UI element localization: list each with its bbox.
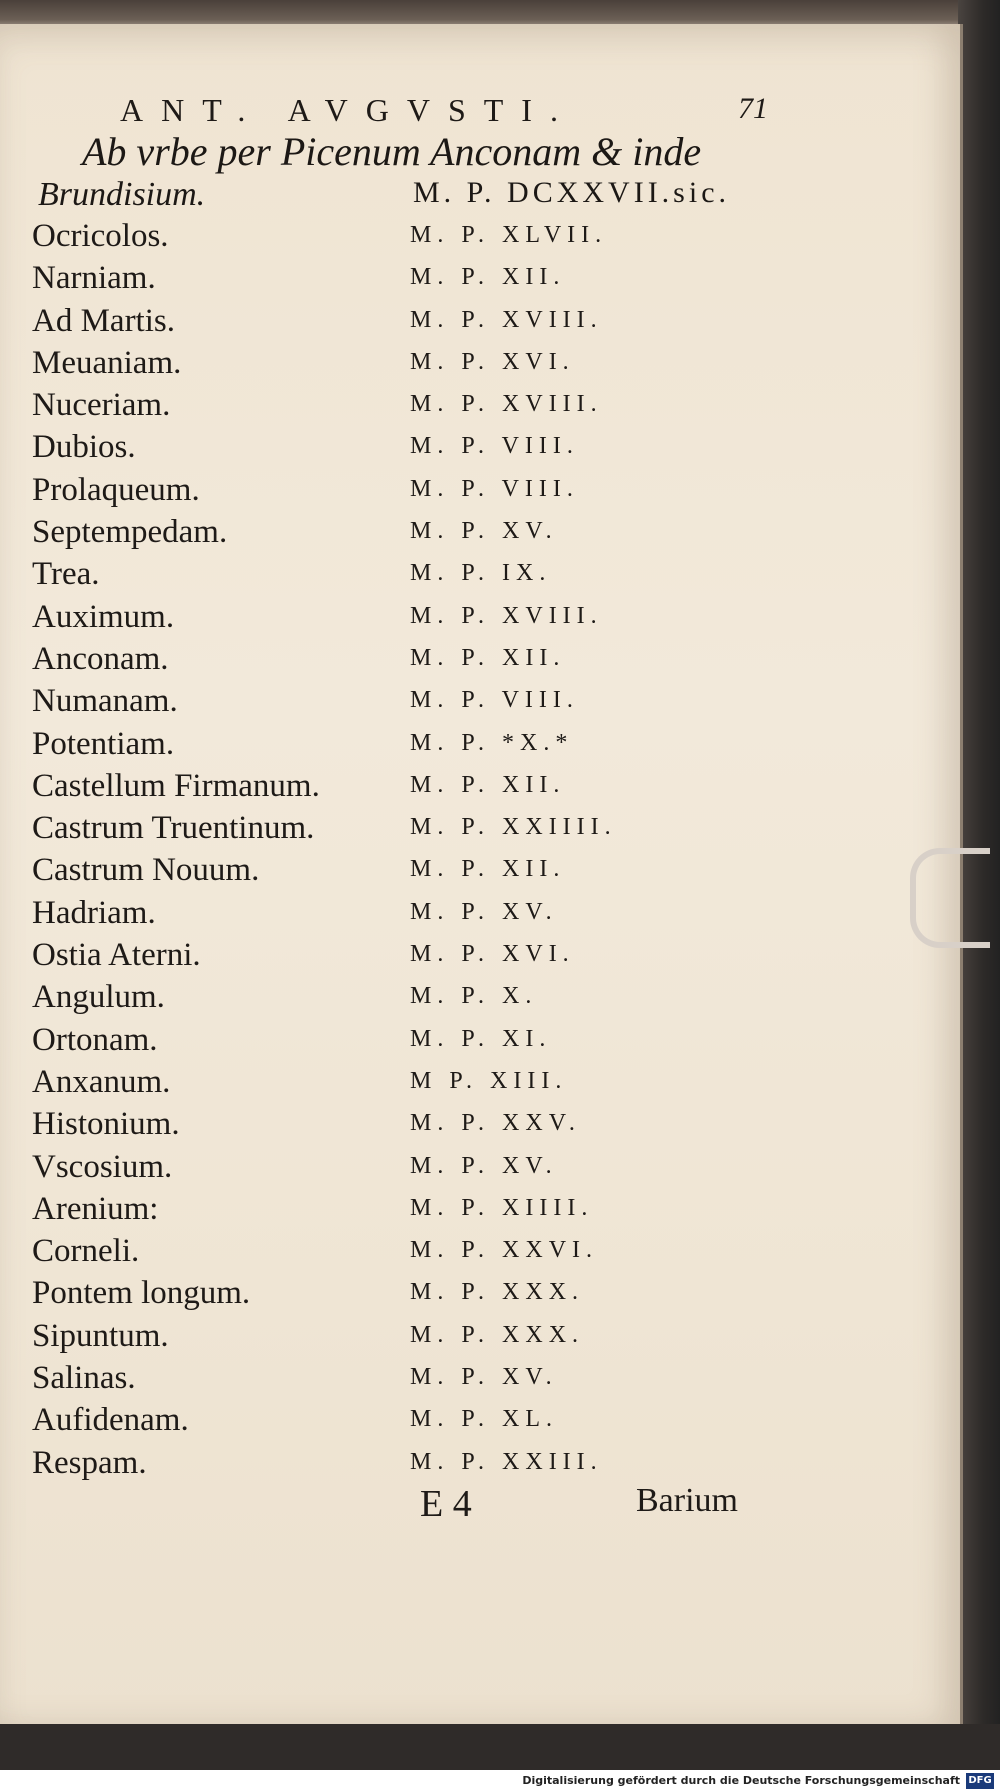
itinerary-row xyxy=(32,218,772,260)
place-name: Ocricolos. xyxy=(32,218,169,254)
place-name: Castrum Truentinum. xyxy=(32,810,315,847)
distance: M. P. XV. xyxy=(410,1364,558,1391)
itinerary-row xyxy=(32,472,772,514)
distance: M. P. XII. xyxy=(410,644,566,671)
itinerary-row xyxy=(32,387,772,429)
catchword: Barium xyxy=(636,1482,738,1519)
distance: M. P. VIII. xyxy=(410,475,579,502)
place-name: Castellum Firmanum. xyxy=(32,767,320,804)
place-name: Pontem longum. xyxy=(32,1275,251,1312)
page-number: 71 xyxy=(738,92,768,125)
itinerary-row xyxy=(32,1275,772,1317)
distance: M. P. XV. xyxy=(410,898,558,925)
itinerary-row xyxy=(32,599,772,641)
place-name: Numanam. xyxy=(32,683,178,720)
place-name: Sipuntum. xyxy=(32,1317,169,1354)
place-name: Nuceriam. xyxy=(32,387,171,424)
place-name: Angulum. xyxy=(32,979,165,1016)
place-name: Anconam. xyxy=(32,640,169,677)
distance: M. P. XLVII. xyxy=(410,222,608,248)
section-heading: Ab vrbe per Picenum Anconam & inde xyxy=(82,129,702,174)
place-name: Ortonam. xyxy=(32,1021,158,1058)
itinerary-row xyxy=(32,303,772,345)
distance: M. P. XXIIII. xyxy=(410,814,617,841)
distance: M. P. VIII. xyxy=(410,687,579,714)
itinerary-row xyxy=(32,1402,772,1444)
distance: M. P. XV. xyxy=(410,1152,558,1179)
itinerary-row xyxy=(32,1360,772,1402)
itinerary-row xyxy=(32,1149,772,1191)
distance: M P. XIII. xyxy=(410,1067,568,1094)
itinerary-first-row xyxy=(38,176,768,214)
book-bottom-edge xyxy=(0,1724,1000,1770)
itinerary-row xyxy=(32,768,772,810)
place-name: Corneli. xyxy=(32,1233,140,1270)
place-name: Histonium. xyxy=(32,1106,180,1143)
itinerary-row xyxy=(32,260,772,302)
distance: M. P. XVI. xyxy=(410,941,575,968)
distance: M. P. XVIII. xyxy=(410,391,603,418)
itinerary-row xyxy=(32,852,772,894)
place-name: Prolaqueum. xyxy=(32,471,200,508)
distance: M. P. IX. xyxy=(410,560,552,587)
digitization-credit: Digitalisierung gefördert durch die Deutsche Forschungsgemeinschaft xyxy=(522,1774,960,1787)
place-name: Arenium: xyxy=(32,1190,159,1227)
distance: M. P. XXIII. xyxy=(410,1448,603,1475)
distance: M. P. XII. xyxy=(410,856,566,883)
place-name: Potentiam. xyxy=(32,725,175,762)
place-name: Vscosium. xyxy=(32,1148,173,1185)
running-title: ANT. AVGVSTI. xyxy=(120,92,576,128)
distance: M. P. X. xyxy=(410,983,538,1010)
distance: M. P. XXX. xyxy=(410,1279,585,1306)
itinerary-row xyxy=(32,726,772,768)
dfg-logo: DFG xyxy=(966,1773,994,1789)
distance: M. P. XI. xyxy=(410,1025,552,1052)
place-name: Ad Martis. xyxy=(32,302,175,339)
itinerary-row xyxy=(32,1233,772,1275)
distance: M. P. VIII. xyxy=(410,433,579,460)
distance: M. P. XXX. xyxy=(410,1321,585,1348)
itinerary-row xyxy=(32,429,772,471)
place-name: Trea. xyxy=(32,556,100,593)
distance: M. P. DCXXVII.sic. xyxy=(413,176,731,209)
distance: M. P. XXVI. xyxy=(410,1237,599,1264)
itinerary-row xyxy=(32,979,772,1021)
place-name: Respam. xyxy=(32,1444,147,1481)
place-name: Aufidenam. xyxy=(32,1402,189,1439)
place-name: Dubios. xyxy=(32,429,136,466)
place-name: Auximum. xyxy=(32,598,175,635)
itinerary-row xyxy=(32,1318,772,1360)
itinerary-row xyxy=(32,1106,772,1148)
signature-mark: E 4 xyxy=(420,1483,472,1525)
distance: M. P. XVI. xyxy=(410,348,575,375)
itinerary-row xyxy=(32,641,772,683)
distance: M. P. XII. xyxy=(410,264,566,291)
itinerary-row xyxy=(32,683,772,725)
place-name: Ostia Aterni. xyxy=(32,937,201,974)
place-name: Meuaniam. xyxy=(32,344,182,381)
distance: M. P. XXV. xyxy=(410,1110,581,1137)
itinerary-row xyxy=(32,1191,772,1233)
distance: M. P. XV. xyxy=(410,518,558,545)
place-name: Castrum Nouum. xyxy=(32,852,260,889)
place-name: Salinas. xyxy=(32,1360,136,1397)
distance: M. P. XIIII. xyxy=(410,1194,594,1221)
itinerary-row xyxy=(32,1064,772,1106)
distance: M. P. XII. xyxy=(410,771,566,798)
distance: M. P. *X.* xyxy=(410,729,574,756)
place-name: Anxanum. xyxy=(32,1063,171,1100)
itinerary-row xyxy=(32,1445,772,1487)
distance: M. P. XVIII. xyxy=(410,602,603,629)
itinerary-row xyxy=(32,937,772,979)
bookmark-ribbon xyxy=(910,848,990,948)
distance: M. P. XL. xyxy=(410,1406,559,1433)
itinerary-list xyxy=(32,218,772,1487)
itinerary-row xyxy=(32,345,772,387)
itinerary-row xyxy=(32,556,772,598)
place-name: Narniam. xyxy=(32,260,156,297)
place-name: Septempedam. xyxy=(32,514,228,551)
itinerary-row xyxy=(32,1022,772,1064)
itinerary-row xyxy=(32,895,772,937)
place-name: Hadriam. xyxy=(32,894,156,931)
itinerary-row xyxy=(32,514,772,556)
itinerary-row xyxy=(32,810,772,852)
place-name: Brundisium. xyxy=(38,176,206,213)
distance: M. P. XVIII. xyxy=(410,306,603,333)
